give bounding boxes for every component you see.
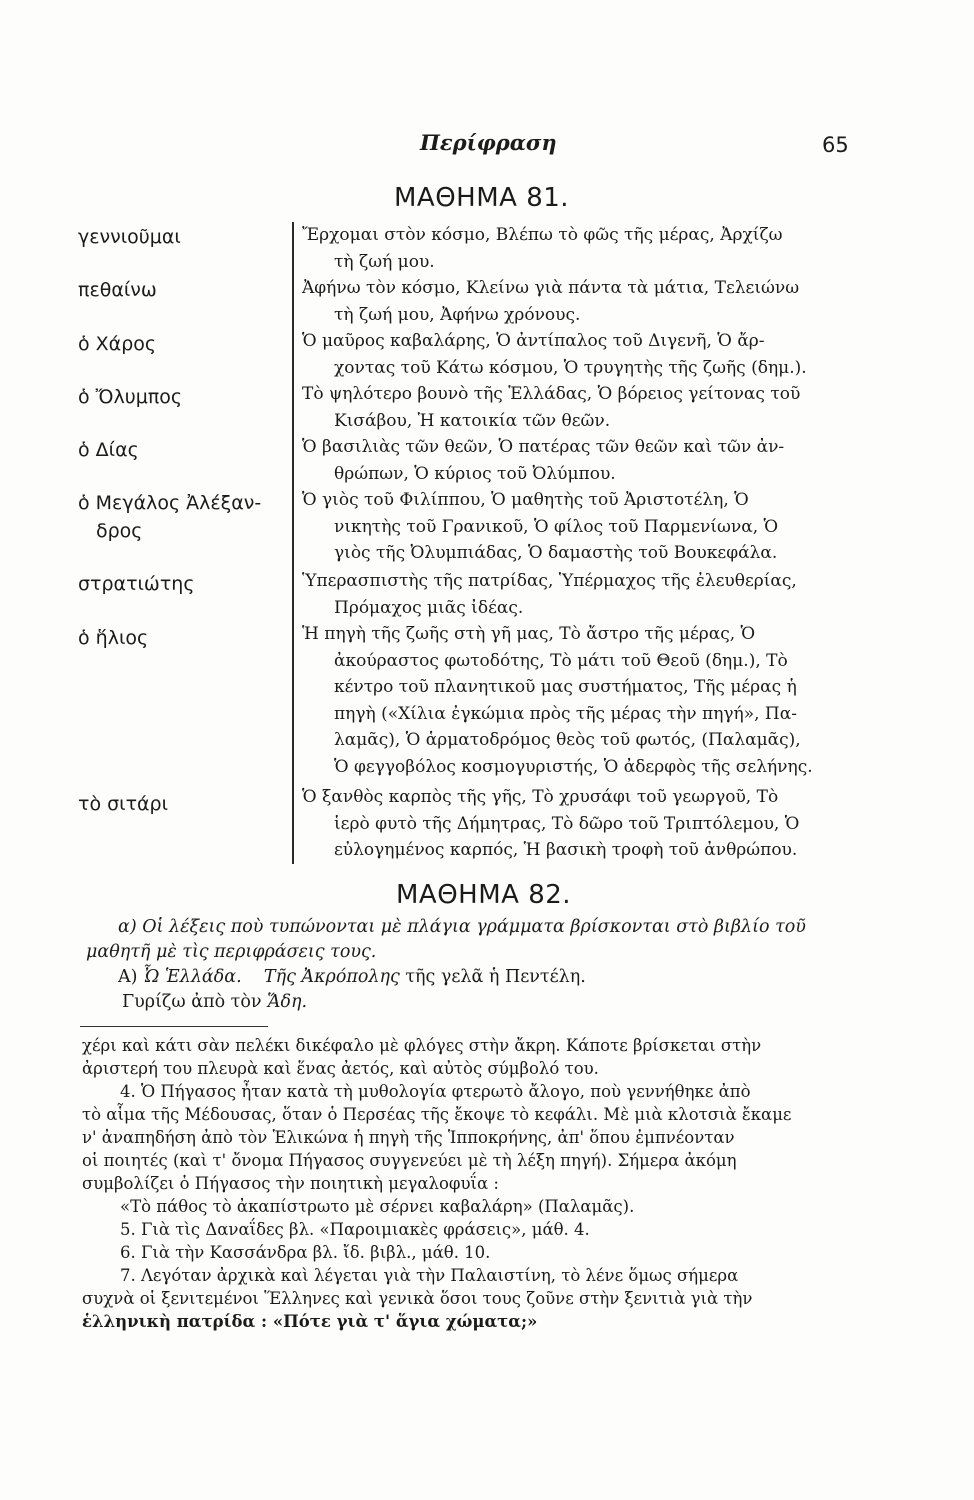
def-line: Ἔρχομαι στὸν κόσμο, Βλέπω τὸ φῶς τῆς μέρας, Ἀρχίζω xyxy=(302,225,783,245)
def-line: Ὁ ξανθὸς καρπὸς τῆς γῆς, Τὸ χρυσάφι τοῦ γεωργοῦ, Τὸ xyxy=(302,787,779,807)
definition-7 xyxy=(302,568,850,621)
example-text-1: τῆς γελᾶ ἡ Πεντέλη. xyxy=(405,967,586,987)
def-line: Κισάβου, Ἡ κατοικία τῶν θεῶν. xyxy=(334,410,611,431)
example-label: Α) xyxy=(118,967,138,987)
example-line-2 xyxy=(118,990,858,1015)
definition-8 xyxy=(302,621,850,780)
footnote-line: ν' ἀναπηδήση ἀπὸ τὸν Ἑλικώνα ἡ πηγὴ τῆς Ἱπποκρήνης, ἀπ' ὅπου ἐμπνέονταν xyxy=(82,1128,735,1147)
def-line: Ὁ μαῦρος καβαλάρης, Ὁ ἀντίπαλος τοῦ Διγενῆ, Ὁ ἄρ- xyxy=(302,331,765,351)
example-text-2: Γυρίζω ἀπὸ τὸν xyxy=(122,992,262,1012)
example-line-1 xyxy=(118,965,858,990)
example-italic-1: Ὦ Ἑλλάδα. xyxy=(143,967,242,987)
def-line: Ὁ φεγγοβόλος κοσμογυριστής, Ὁ ἀδερφὸς τῆς σελήνης. xyxy=(334,756,813,777)
term-6-cont: δρος xyxy=(96,520,143,542)
definition-9 xyxy=(302,784,850,864)
def-line: εὐλογημένος καρπός, Ἡ βασικὴ τροφὴ τοῦ ἀνθρώπου. xyxy=(334,840,798,860)
instruction-line-2: μαθητῆ μὲ τὶς περιφράσεις τους. xyxy=(86,942,377,962)
def-line: τὴ ζωή μου. xyxy=(334,251,435,272)
footnote-line: οἱ ποιητές (καὶ τ' ὄνομα Πήγασος συγγενεύει μὲ τὴ λέξη πηγή). Σήμερα ἀκόμη xyxy=(82,1151,737,1170)
def-line: Ὑπερασπιστὴς τῆς πατρίδας, Ὑπέρμαχος τῆς ἐλευθερίας, xyxy=(302,571,797,591)
example-italic-2: Τῆς Ἀκρόπολης xyxy=(263,967,400,987)
def-line: Ἡ πηγὴ τῆς ζωῆς στὴ γῆ μας, Τὸ ἄστρο τῆς μέρας, Ὁ xyxy=(302,624,756,644)
def-line: πηγὴ («Χίλια ἐγκώμια πρὸς τῆς μέρας τὴν πηγή», Πα- xyxy=(334,703,797,724)
term-4: ὁ Ὄλυμπος xyxy=(78,386,183,408)
footnote-rule xyxy=(80,1026,268,1027)
example-italic-3: Ἅδη. xyxy=(267,992,308,1012)
running-title: Περίφραση xyxy=(420,130,557,155)
lesson-82-body xyxy=(86,915,858,1015)
def-line: χοντας τοῦ Κάτω κόσμου, Ὁ τρυγητὴς τῆς ζωῆς (δημ.). xyxy=(334,357,807,378)
footnote-line: 4. Ὁ Πήγασος ἦταν κατὰ τὴ μυθολογία φτερωτὸ ἄλογο, ποὺ γεννήθηκε ἀπὸ xyxy=(120,1082,751,1101)
term-3: ὁ Χάρος xyxy=(78,333,157,355)
footnote-line: τὸ αἷμα τῆς Μέδουσας, ὅταν ὁ Περσέας τῆς ἔκοψε τὸ κεφάλι. Μὲ μιὰ κλοτσιὰ ἔκαμε xyxy=(82,1105,792,1124)
def-line: τὴ ζωή μου, Ἀφήνω χρόνους. xyxy=(334,304,581,325)
def-line: Ὁ βασιλιὰς τῶν θεῶν, Ὁ πατέρας τῶν θεῶν καὶ τῶν ἀν- xyxy=(302,437,785,457)
page-number: 65 xyxy=(822,133,849,157)
def-line: ἀκούραστος φωτοδότης, Τὸ μάτι τοῦ Θεοῦ (δημ.), Τὸ xyxy=(334,650,788,671)
definition-5 xyxy=(302,434,850,487)
term-5: ὁ Δίας xyxy=(78,439,139,461)
footnotes xyxy=(82,1034,852,1333)
term-1: γεννιοῦμαι xyxy=(78,226,181,248)
def-line: ἱερὸ φυτὸ τῆς Δήμητρας, Τὸ δῶρο τοῦ Τριπτόλεμου, Ὁ xyxy=(334,813,800,834)
term-7: στρατιώτης xyxy=(78,573,195,595)
footnote-line: ἑλληνικὴ πατρίδα : «Πότε γιὰ τ' ἅγια χώματα;» xyxy=(82,1312,538,1331)
footnote-line: συχνὰ οἱ ξενιτεμένοι Ἕλληνες καὶ γενικὰ ὅσοι τους ζοῦνε στὴν ξενιτιὰ γιὰ τὴν xyxy=(82,1289,753,1308)
def-line: λαμᾶς), Ὁ ἁρματοδρόμος θεὸς τοῦ φωτός, (Παλαμᾶς), xyxy=(334,730,801,750)
definition-4 xyxy=(302,381,850,434)
footnote-line: 7. Λεγόταν ἀρχικὰ καὶ λέγεται γιὰ τὴν Παλαιστίνη, τὸ λένε ὅμως σήμερα xyxy=(120,1266,739,1285)
term-6: ὁ Μεγάλος Ἀλέξαν- xyxy=(78,492,262,514)
definition-1 xyxy=(302,222,850,275)
def-line: Ἀφήνω τὸν κόσμο, Κλείνω γιὰ πάντα τὰ μάτια, Τελειώνω xyxy=(302,278,800,298)
lesson-81-title: ΜΑΘΗΜΑ 81. xyxy=(394,183,570,213)
def-line: νικητὴς τοῦ Γρανικοῦ, Ὁ φίλος τοῦ Παρμενίωνα, Ὁ xyxy=(334,516,779,537)
lesson-82-title: ΜΑΘΗΜΑ 82. xyxy=(396,880,572,910)
def-line: θρώπων, Ὁ κύριος τοῦ Ὀλύμπου. xyxy=(334,463,616,484)
def-line: γιὸς τῆς Ὀλυμπιάδας, Ὁ δαμαστὴς τοῦ Βουκεφάλα. xyxy=(334,543,778,563)
footnote-line: 5. Γιὰ τὶς Δαναΐδες βλ. «Παροιμιακὲς φράσεις», μάθ. 4. xyxy=(120,1220,590,1239)
footnote-line: «Τὸ πάθος τὸ ἀκαπίστρωτο μὲ σέρνει καβαλάρη» (Παλαμᾶς). xyxy=(120,1197,635,1216)
def-line: Τὸ ψηλότερο βουνὸ τῆς Ἑλλάδας, Ὁ βόρειος γείτονας τοῦ xyxy=(302,384,801,404)
def-line: Πρόμαχος μιᾶς ἰδέας. xyxy=(334,597,524,618)
definition-3 xyxy=(302,328,850,381)
footnote-line: συμβολίζει ὁ Πήγασος τὴν ποιητικὴ μεγαλοφυΐα : xyxy=(82,1174,499,1193)
instruction-line-1: α) Οἱ λέξεις ποὺ τυπώνονται μὲ πλάγια γράμματα βρίσκονται στὸ βιβλίο τοῦ xyxy=(118,917,806,937)
footnote-line: 6. Γιὰ τὴν Κασσάνδρα βλ. ἴδ. βιβλ., μάθ. 10. xyxy=(120,1243,491,1262)
column-divider xyxy=(292,222,294,864)
footnote-line: χέρι καὶ κάτι σὰν πελέκι δικέφαλο μὲ φλόγες στὴν ἄκρη. Κάποτε βρίσκεται στὴν xyxy=(82,1036,762,1055)
term-9: τὸ σιτάρι xyxy=(78,793,169,815)
term-2: πεθαίνω xyxy=(78,279,157,301)
definition-2 xyxy=(302,275,850,328)
footnote-line: ἀριστερή του πλευρὰ καὶ ἕνας ἀετός, καὶ αὐτὸς σύμβολό του. xyxy=(82,1059,599,1078)
def-line: Ὁ γιὸς τοῦ Φιλίππου, Ὁ μαθητὴς τοῦ Ἀριστοτέλη, Ὁ xyxy=(302,490,749,510)
term-8: ὁ ἥλιος xyxy=(78,627,149,649)
definition-6 xyxy=(302,487,850,567)
def-line: κέντρο τοῦ πλανητικοῦ μας συστήματος, Τῆς μέρας ἡ xyxy=(334,677,797,697)
